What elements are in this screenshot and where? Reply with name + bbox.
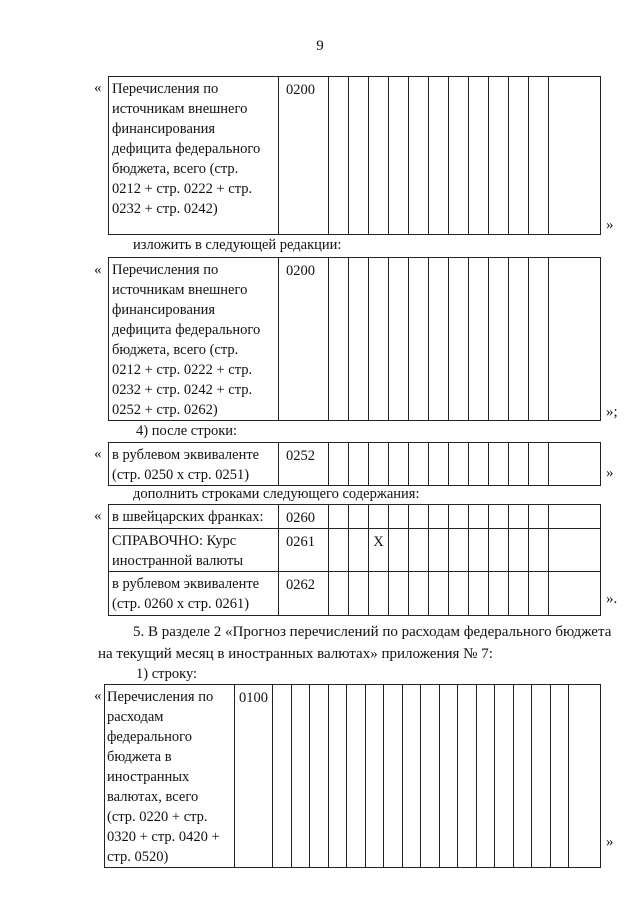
row-code: 0261 <box>279 529 329 572</box>
row-code: 0260 <box>279 505 329 529</box>
table-row <box>109 529 601 572</box>
open-quote: « <box>94 508 102 524</box>
table-row <box>109 572 601 616</box>
table-row-0100 <box>104 684 601 868</box>
row-code: 0252 <box>279 443 329 486</box>
open-quote: « <box>94 262 102 278</box>
table-row <box>109 505 601 529</box>
row-name: в рублевом эквиваленте (стр. 0250 х стр. 0251) <box>109 443 279 486</box>
row-name: Перечисления по источникам внешнего финансирования дефицита федерального бюджета, всего (стр. 0212 + стр. 0222 + стр. 0232 + стр. 0242 + стр. 0252 + стр. 0262) <box>109 258 279 421</box>
edit-instruction: изложить в следующей редакции: <box>133 237 342 253</box>
page-number: 9 <box>316 38 324 54</box>
table-row-0252 <box>108 442 601 486</box>
table-rows-0260-0262 <box>108 504 601 616</box>
paragraph-5-line-1: 5. В разделе 2 «Прогноз перечислений по расходам федерального бюджета <box>133 624 612 640</box>
open-quote: « <box>94 80 102 96</box>
row-name: в рублевом эквиваленте (стр. 0260 х стр. 0261) <box>109 572 279 616</box>
row-name: Перечисления по источникам внешнего финансирования дефицита федерального бюджета, всего (стр. 0212 + стр. 0222 + стр. 0232 + стр. 0242) <box>109 77 279 235</box>
row-name: СПРАВОЧНО: Курс иностранной валюты <box>109 529 279 572</box>
after-row-instruction: 4) после строки: <box>136 423 238 439</box>
add-rows-instruction: дополнить строками следующего содержания: <box>133 486 420 502</box>
close-quote: » <box>606 834 614 850</box>
paragraph-5-line-2: на текущий месяц в иностранных валютах» приложения № 7: <box>98 646 493 662</box>
cell-mark: Х <box>369 529 389 572</box>
row-code: 0200 <box>279 258 329 421</box>
close-quote: » <box>606 217 614 233</box>
close-quote: » <box>606 465 614 481</box>
close-quote: »; <box>606 404 618 420</box>
row-code: 0200 <box>279 77 329 235</box>
open-quote: « <box>94 688 102 704</box>
table-row-0200-new <box>108 257 601 421</box>
row-name: Перечисления по расходам федерального бюджета в иностранных валютах, всего (стр. 0220 + стр. 0320 + стр. 0420 + стр. 0520) <box>105 685 235 868</box>
close-quote: ». <box>606 591 618 607</box>
row-code: 0262 <box>279 572 329 616</box>
open-quote: « <box>94 446 102 462</box>
table-row-0200-old <box>108 76 601 235</box>
row-name: в швейцарских франках: <box>109 505 279 529</box>
row-instruction: 1) строку: <box>136 666 198 682</box>
row-code: 0100 <box>235 685 273 868</box>
